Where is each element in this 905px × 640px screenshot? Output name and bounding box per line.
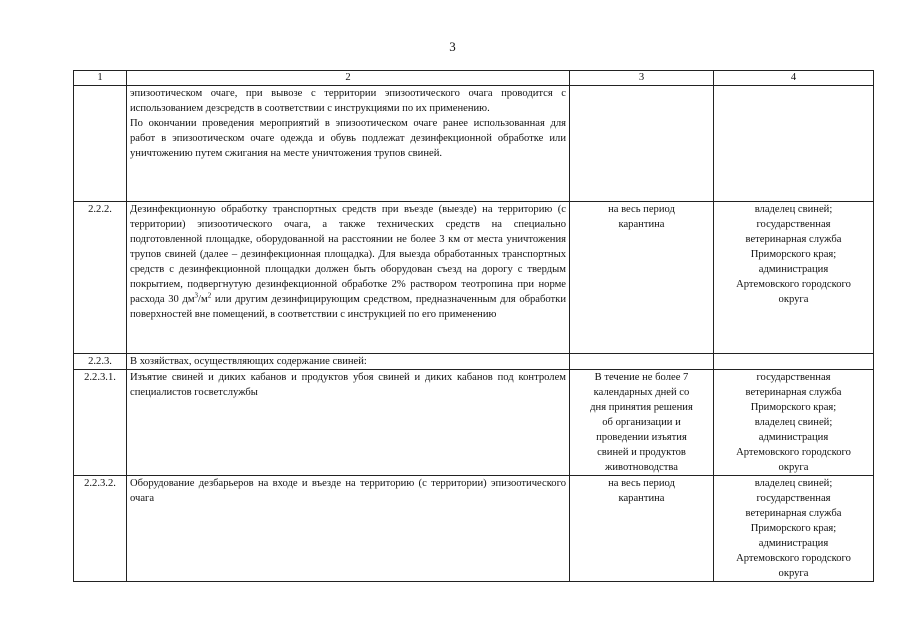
term-line: календарных дней со <box>593 387 690 398</box>
measure-text <box>127 354 570 370</box>
responsible-line: округа <box>778 568 809 579</box>
term-line: карантина <box>618 493 665 504</box>
table-header-row <box>74 71 874 86</box>
table-row <box>74 202 874 354</box>
responsible-cell <box>714 370 874 476</box>
header-col-3: 3 <box>570 71 714 86</box>
item-number: 2.2.2. <box>74 202 127 354</box>
responsible-cell <box>714 202 874 354</box>
responsible-line: ветеринарная служба <box>745 508 842 519</box>
term-cell <box>570 476 714 582</box>
responsible-line: владелец свиней; <box>754 478 833 489</box>
responsible-cell <box>714 86 874 202</box>
responsible-line: администрация <box>758 264 829 275</box>
measure-paragraph: Дезинфекционную обработку транспортных средств при въезде (выезде) на территорию (с территории) эпизоотического очага, а также технических средств на специально подготовленной площадке, оборудованной на расстоянии не более 3 км от места уничтожения трупов свиней (далее – дезинфекционная площадка). Для выезда обработанных транспортных средств с дезинфекционной площадки должен быть оборудован съезд на дорогу с твердым покрытием, подвергнутую дезинфекционной обработке 2% раствором теотропина при норме расхода 30 $дм^3/м^2$ или другим дезинфицирующим средством, предназначенным для обработки поверхностей вне помещений, в соответствии с инструкцией по его применению <box>130 204 566 320</box>
table-row <box>74 476 874 582</box>
responsible-line: владелец свиней; <box>754 204 833 215</box>
header-col-4: 4 <box>714 71 874 86</box>
header-col-1: 1 <box>74 71 127 86</box>
responsible-line: Приморского края; <box>750 249 837 260</box>
responsible-line: округа <box>778 294 809 305</box>
term-cell <box>570 202 714 354</box>
header-col-2: 2 <box>127 71 570 86</box>
responsible-line: ветеринарная служба <box>745 387 842 398</box>
responsible-line: Артемовского городского <box>736 279 851 290</box>
responsible-line: администрация <box>758 432 829 443</box>
responsible-line: администрация <box>758 538 829 549</box>
measure-paragraph: Изъятие свиней и диких кабанов и продуктов убоя свиней и диких кабанов под контролем специалистов госветслужбы <box>130 372 566 398</box>
table-row <box>74 370 874 476</box>
term-line: карантина <box>618 219 665 230</box>
responsible-line: ветеринарная служба <box>745 234 842 245</box>
responsible-line: государственная <box>756 372 831 383</box>
term-line: об организации и <box>602 417 681 428</box>
term-line: животноводства <box>605 462 678 473</box>
page-number: 3 <box>449 39 456 54</box>
item-number: 2.2.3.1. <box>74 370 127 476</box>
term-line: свиней и продуктов <box>597 447 686 458</box>
term-line: проведении изъятия <box>596 432 687 443</box>
table-row <box>74 354 874 370</box>
responsible-cell <box>714 354 874 370</box>
responsible-line: Артемовского городского <box>736 447 851 458</box>
term-line: дня принятия решения <box>590 402 693 413</box>
responsible-line: Артемовского городского <box>736 553 851 564</box>
responsible-line: владелец свиней; <box>754 417 833 428</box>
measure-paragraph: В хозяйствах, осуществляющих содержание свиней: <box>130 356 367 367</box>
responsible-cell <box>714 476 874 582</box>
term-line: на весь период <box>608 478 675 489</box>
term-cell <box>570 370 714 476</box>
term-cell <box>570 354 714 370</box>
term-cell <box>570 86 714 202</box>
responsible-line: округа <box>778 462 809 473</box>
table-row <box>74 86 874 202</box>
measure-paragraph: Оборудование дезбарьеров на входе и въезде на территорию (с территории) эпизоотического очага <box>130 478 566 504</box>
measure-paragraph: По окончании проведения мероприятий в эпизоотическом очаге ранее использованная для работ в эпизоотическом очаге одежда и обувь подлежат дезинфекционной обработке или уничтожению путем сжигания на месте уничтожения трупов свиней. <box>130 118 566 159</box>
responsible-line: Приморского края; <box>750 402 837 413</box>
responsible-line: государственная <box>756 493 831 504</box>
responsible-line: Приморского края; <box>750 523 837 534</box>
measure-text <box>127 476 570 582</box>
item-number: 2.2.3.2. <box>74 476 127 582</box>
responsible-line: государственная <box>756 219 831 230</box>
item-number: 2.2.3. <box>74 354 127 370</box>
term-line: на весь период <box>608 204 675 215</box>
item-number <box>74 86 127 202</box>
term-line: В течение не более 7 <box>594 372 689 383</box>
measure-text <box>127 202 570 354</box>
measure-text <box>127 370 570 476</box>
measure-text <box>127 86 570 202</box>
measures-table <box>73 70 874 582</box>
measure-paragraph: эпизоотическом очаге, при вывозе с территории эпизоотического очага проводится с использованием дезсредств в соответствии с инструкциями по их применению. <box>130 88 566 114</box>
